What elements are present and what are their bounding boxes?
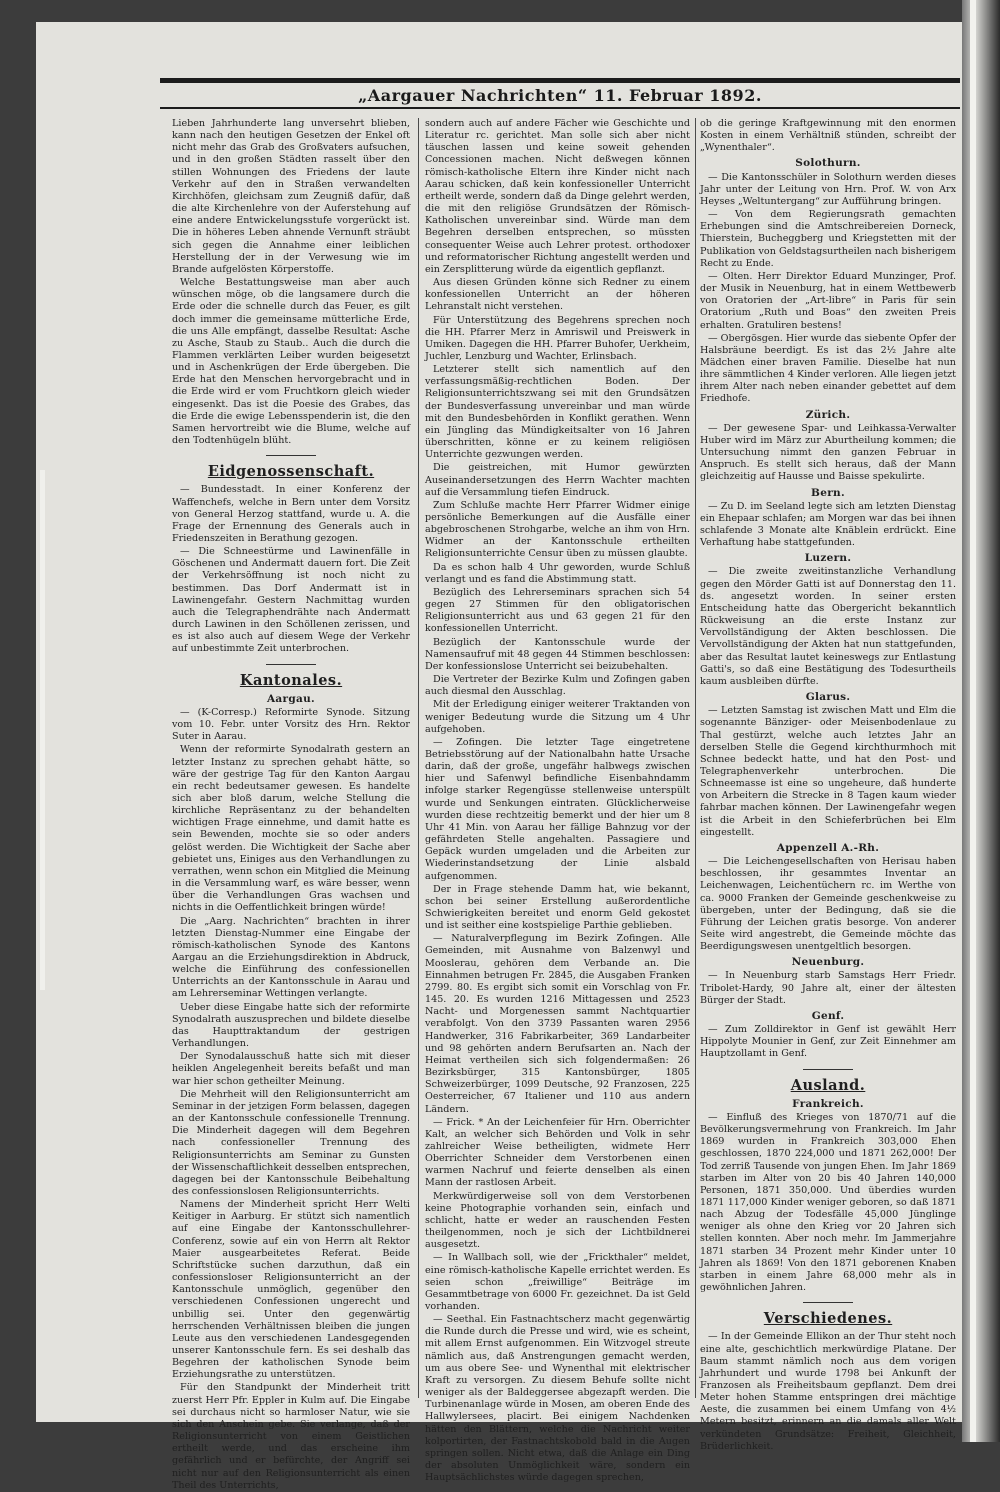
paragraph: — Die Leichengesellschaften von Herisau haben beschlossen, ihr gesammtes Inventar an Leichenwagen, Leichentüchern rc. im Werthe von ca. 9000 Franken der Gemeinde geschenkweise zu übergeben, unter der Bedingung, daß sie die Führung der Leichen gratis besorge. Von anderer Seite wird angestrebt, die Gemeinde möchte das Beerdigungswesen unentgeltlich besorgen. — [700, 856, 956, 953]
paragraph: Mit der Erledigung einiger weiterer Traktanden von weniger Bedeutung wurde die Sitzung um 4 Uhr aufgehoben. — [425, 699, 690, 735]
paragraph: — Zu D. im Seeland legte sich am letzten Dienstag ein Ehepaar schlafen; am Morgen war das bei ihnen schlafende 3 Monate alte Knäblein erdrückt. Eine Verhaftung habe stattgefunden. — [700, 500, 956, 549]
scan-page-edge — [970, 0, 976, 1442]
paragraph: sondern auch auf andere Fächer wie Geschichte und Literatur rc. gerichtet. Man solle sich aber nicht täuschen lassen und keine soweit gehenden Concessionen machen. Nicht deßwegen können römisch-katholische Eltern ihre Kinder nicht nach Aarau schicken, daß kein konfessioneller Unterricht ertheilt werde, sondern daß da Dinge gelehrt werden, die mit den religiöse Grundsätzen der Römisch-Katholischen unvereinbar sind. Würde man dem Begehren derselben entsprechen, so müssten consequenter Weise auch Lehrer protest. orthodoxer und reformatorischer Richtung angestellt werden und ein Zersplitterung würde da eigentlich gepflanzt. — [425, 118, 690, 275]
paragraph: Namens der Minderheit spricht Herr Welti Keitiger in Aarburg. Er stützt sich namentlich auf eine Eingabe der Kantonsschullehrer-Conferenz, sowie auf ein von Herrn alt Rektor Maier ausgearbeitetes Referat. Beide Schriftstücke suchen darzuthun, daß ein confessionsloser Religionsunterricht an der Kantonsschule unmöglich, gegenüber den verschiedenen Confessionen ungerecht und unbillig sei. Unter den gegenwärtig herrschenden Verhältnissen bleiben die jungen Leute aus den verschiedenen Landesgegenden unserer Kantonsschule fern. Es sei deshalb das Begehren der katholischen Synode beim Erziehungsrathe zu unterstützen. — [172, 1199, 410, 1381]
paragraph: Da es schon halb 4 Uhr geworden, wurde Schluß verlangt und es fand die Abstimmung statt. — [425, 561, 690, 585]
paragraph: Der Synodalausschuß hatte sich mit dieser heiklen Angelegenheit bereits befaßt und man war hier schon getheilter Meinung. — [172, 1051, 410, 1087]
section-heading-eidgenossenschaft: Eidgenossenschaft. — [207, 463, 375, 481]
column-divider — [695, 118, 696, 1398]
section-divider — [266, 455, 316, 456]
paragraph: Lieben Jahrhunderte lang unversehrt blieben, kann nach den heutigen Gesetzen der Enkel oft nicht mehr das Grab des Großvaters aufsuchen, und in den großen Städten rasselt über den stillen Wohnungen des Friedens der laute Verkehr auf den in Straßen verwandelten Kirchhöfen, gleichsam zum Zeugniß dafür, daß die alte Kirchenlehre von der Auferstehung auf eine andere Entwickelungsstufe vorgerückt ist. Die in höheres Leben ahnende Vernunft sträubt sich gegen die Annahme einer leiblichen Herstellung der in der Verwesung wie im Brande aufgelösten Körperstoffe. — [172, 118, 410, 275]
paragraph: — In Wallbach soll, wie der „Frickthaler“ meldet, eine römisch-katholische Kapelle errichtet werden. Es seien schon „freiwillige“ Beiträge im Gesammtbetrage von 6000 Fr. gezeichnet. Da ist Geld vorhanden. — [425, 1252, 690, 1312]
paragraph: — Von dem Regierungsrath gemachten Erhebungen sind die Amtschreibereien Dorneck, Thierstein, Bucheggberg und Kriegstetten mit der Publikation von Geldstagsurtheilen nach bisherigem Recht zu Ende. — [700, 209, 956, 269]
paragraph: Zum Schluße machte Herr Pfarrer Widmer einige persönliche Bemerkungen auf die Ausfälle einer abgebroschenen Strohgarbe, welche an ihm von Hrn. Widmer an der Kantonsschule ertheilten Religionsunterrichte Censur üben zu müssen glaubte. — [425, 499, 690, 560]
subheading-luzern: Luzern. — [804, 552, 852, 565]
scan-spine-shadow — [962, 0, 1000, 1442]
paragraph: Wenn der reformirte Synodalrath gestern an letzter Instanz zu sprechen gehabt hätte, so wäre der gestrige Tag für den Kanton Aargau ein recht bedeutsamer gewesen. Es handelte sich aber bloß darum, welche Stellung die kirchliche Repräsentanz zu der behandelten wichtigen Frage einnehme, und damit hatte es sein Bewenden, mochte sie so oder anders gelöst werden. Die Wichtigkeit der Sache aber gebietet uns, Einiges aus den Verhandlungen zu verrathen, wenn schon ein Mitglied die Meinung in die Versammlung warf, es wäre besser, wenn über die Verhandlungen Gras wachsen und nichts in die Oeffentlichkeit bringen würde! — [172, 744, 410, 914]
section-divider — [266, 664, 316, 665]
paragraph: — Bundesstadt. In einer Konferenz der Waffenchefs, welche in Bern unter dem Vorsitz von General Herzog stattfand, wurde u. A. die Frage der Ernennung des Generals auch in Friedenszeiten in Berathung gezogen. — [172, 484, 410, 544]
paragraph: Für Unterstützung des Begehrens sprechen noch die HH. Pfarrer Merz in Amriswil und Preiswerk in Umiken. Dagegen die HH. Pfarrer Buhofer, Uerkheim, Juchler, Lenzburg und Wachter, Erlinsbach. — [425, 314, 690, 362]
column-3 — [700, 118, 957, 1452]
subheading-genf: Genf. — [811, 1009, 845, 1022]
paragraph: — (K-Corresp.) Reformirte Synode. Sitzung vom 10. Febr. unter Vorsitz des Hrn. Rektor Suter in Aarau. — [172, 706, 410, 743]
paragraph: Aus diesen Gründen könne sich Redner zu einem konfessionellen Unterricht an der höheren Lehranstalt nicht verstehen. — [425, 277, 690, 313]
paragraph: — Die Schneestürme und Lawinenfälle in Göschenen und Andermatt dauern fort. Die Zeit der Verkehrsöffnung ist noch nicht zu bestimmen. Das Dorf Andermatt ist in Lawinengefahr. Gestern Nachmittag wurden auch die Telegraphendrähte nach Andermatt durch Lawinen in den Schöllenen zerissen, und es ist also auch auf diesem Wege der Verkehr auf unbestimmte Zeit unterbrochen. — [172, 546, 410, 655]
section-heading-verschiedenes: Verschiedenes. — [763, 1310, 893, 1328]
column-1 — [172, 118, 410, 1491]
subheading-neuenburg: Neuenburg. — [791, 956, 865, 969]
paragraph: — Naturalverpflegung im Bezirk Zofingen. Alle Gemeinden, mit Ausnahme von Balzenwyl und Mooslerau, gehören dem Verbande an. Die Einnahmen betrugen Fr. 2845, die Ausgaben Franken 2799. 80. Es ergibt sich somit ein Vorschlag von Fr. 145. 20. Es wurden 1216 Mittagessen und 2523 Nacht- und Morgenessen sammt Nachtquartier verabfolgt. Von den 3739 Passanten waren 2956 Handwerker, 316 Fabrikarbeiter, 369 Landarbeiter und 98 gehörten andern Berufsarten an. Nach der Heimat vertheilen sich sich folgendermaßen: 26 Bezirksbürger, 315 Kantonsbürger, 1805 Schweizerbürger, 1099 Deutsche, 92 Franzosen, 225 Oesterreicher, 67 Italiener und 110 aus andern Ländern. — [425, 933, 690, 1115]
subheading-bern: Bern. — [811, 486, 845, 499]
section-heading-kantonales: Kantonales. — [239, 671, 343, 689]
paragraph: — Die Kantonsschüler in Solothurn werden dieses Jahr unter der Leitung von Hrn. Prof. W. von Arx Heyses „Weltuntergang“ zur Aufführung bringen. — [700, 171, 956, 207]
paragraph: Die Vertreter der Bezirke Kulm und Zofingen gaben auch diesmal den Ausschlag. — [425, 674, 690, 698]
paragraph: Die „Aarg. Nachrichten“ brachten in ihrer letzten Dienstag-Nummer eine Eingabe der römisch-katholischen Synode des Kantons Aargau an die Erziehungsdirektion in Abdruck, welche die Einführung des confessionellen Unterrichts an der Kantonsschule in Aarau und am Lehrerseminar Wettingen verlangte. — [172, 915, 410, 1000]
paragraph: — Seethal. Ein Fastnachtscherz macht gegenwärtig die Runde durch die Presse und wird, wie es scheint, mit allem Ernst aufgenommen. Ein Witzvogel streute nämlich aus, daß Anstrengungen gemacht werden, um aus obere See- und Wynenthal mit elektrischer Kraft zu versorgen. Zu diesem Behufe sollte nicht weniger als der Baldeggersee abgezapft werden. Die Turbinenanlage würde in Mosen, am oberen Ende des Hallwylersees, placirt. Bei einigem Nachdenken hätten den Blättern, welche die Nachricht weiter kolportirten, der Fastnachtskobold bald in die Augen springen sollen. Nicht etwa, daß die Anlage ein Ding der absoluten Unmöglichkeit wäre, sondern ein Hauptsächlichstes würde dagegen sprechen, — [425, 1314, 690, 1484]
header-rule-bottom — [160, 107, 960, 109]
subheading-solothurn: Solothurn. — [795, 157, 861, 170]
paragraph: — Olten. Herr Direktor Eduard Munzinger, Prof. der Musik in Neuenburg, hat in einem Wettbewerb von Oratorien der „Art-libre“ in Paris für sein Oratorium „Ruth und Boas“ den zweiten Preis erhalten. Gratuliren bestens! — [700, 270, 956, 331]
paragraph: — In Neuenburg starb Samstags Herr Friedr. Tribolet-Hardy, 90 Jahre alt, einer der ältesten Bürger der Stadt. — [700, 970, 956, 1006]
paragraph: Die Mehrheit will den Religionsunterricht am Seminar in der jetzigen Form belassen, dagegen an der Kantonsschule confessionelle Trennung. Die Minderheit dagegen will dem Begehren nach confessioneller Trennung des Religionsunterrichts am Seminar zu Gunsten der Wissenschaftlichkeit desselben entsprechen, dagegen bei der Kantonsschule Beibehaltung des confessionslosen Religionsunterrichts. — [172, 1088, 410, 1197]
paragraph: Merkwürdigerweise soll von dem Verstorbenen keine Photographie vorhanden sein, einfach und schlicht, hatte er weder an rauschenden Festen theilgenommen, noch je sich der Lichtbildnerei ausgesetzt. — [425, 1190, 690, 1251]
scan-margin-highlight — [40, 470, 45, 990]
header-rule-top — [160, 78, 960, 83]
paragraph: Bezüglich des Lehrerseminars sprachen sich 54 gegen 27 Stimmen für den obligatorischen Religionsunterricht aus und 63 gegen 21 für den konfessionellen Unterricht. — [425, 586, 690, 635]
paragraph: — In der Gemeinde Ellikon an der Thur steht noch eine alte, geschichtlich merkwürdige Platane. Der Baum stammt nämlich noch aus dem vorigen Jahrhundert und wurde 1798 bei Ankunft der Franzosen als Freiheitsbaum gepflanzt. Dem drei Meter hohen Stamme entspringen drei mächtige Aeste, die zusammen bei einem Umfang von 4½ Metern besitzt, erinnern an die damals aller Welt verkündeten Grundsätze: Freiheit, Gleichheit, Brüderlichkeit. — [700, 1331, 956, 1452]
paragraph: Die geistreichen, mit Humor gewürzten Auseinandersetzungen des Herrn Wachter machten auf die Versammlung tiefen Eindruck. — [425, 462, 690, 498]
paragraph: Für den Standpunkt der Minderheit tritt zuerst Herr Pfr. Eppler in Kulm auf. Die Eingabe sei durchaus nicht so harmloser Natur, wie sie sich den Anschein gebe. Sie verlange, daß der Religionsunterricht von einem Geistlichen ertheilt werde, und das erscheine ihm gefährlich und er befürchte, der Angriff sei nicht nur auf den Religionsunterricht als einen Theil des Unterrichts, — [172, 1382, 410, 1491]
section-heading-ausland: Ausland. — [790, 1076, 866, 1094]
column-2 — [425, 118, 690, 1484]
paragraph: Letzterer stellt sich namentlich auf den verfassungsmäßig-rechtlichen Boden. Der Religionsunterrichtszwang sei mit den Grundsätzen der Bundesverfassung unvereinbar und man würde mit den Bundesbehörden in Konflikt gerathen. Wenn ein Jüngling das Mündigkeitsalter von 16 Jahren überschritten, könne er zu keinem religiösen Unterrichte gezwungen werden. — [425, 364, 690, 461]
paragraph: — Zofingen. Die letzter Tage eingetretene Betriebsstörung auf der Nationalbahn hatte Ursache darin, daß der große, ungefähr halbwegs zwischen hier und Safenwyl befindliche Eisenbahndamm infolge starker Regengüsse stellenweise unterspült wurde und Senkungen eintraten. Glücklicherweise wurden diese rechtzeitig bemerkt und der hier um 8 Uhr 41 Min. von Aarau her fällige Bahnzug vor der gefährdeten Stelle angehalten. Passagiere und Gepäck wurden umgeladen und die Arbeiten zur Wiederinstandsetzung der Linie alsbald aufgenommen. — [425, 736, 690, 882]
subheading-aargau: Aargau. — [266, 692, 316, 705]
paragraph: Der in Frage stehende Damm hat, wie bekannt, schon bei seiner Erstellung außerordentliche Schwierigkeiten bereitet und enorm Geld gekostet und ist seither eine kostspielige Parthie geblieben. — [425, 883, 690, 932]
paragraph: — Die zweite zweitinstanzliche Verhandlung gegen den Mörder Gatti ist auf Donnerstag den 11. ds. angesetzt worden. In seiner ersten Entscheidung hatte das Obergericht bekanntlich Rückweisung an die erste Instanz zur Vervollständigung der Akten beschlossen. Die Vervollständigung der Akten hat nun stattgefunden, aber das Resultat lautet keineswegs zur Entlastung Gatti's, so daß eine Bestätigung des Todesurtheils kaum ausbleiben dürfte. — [700, 566, 956, 687]
subheading-appenzell: Appenzell A.-Rh. — [776, 841, 880, 854]
paragraph: Welche Bestattungsweise man aber auch wünschen möge, ob die langsamere durch die Erde oder die schnelle durch das Feuer, es gilt doch immer die gemeinsame mütterliche Erde, die uns Alle empfängt, dasselbe Resultat: Asche zu Asche, Staub zu Staub.. Auch die durch die Flammen verklärten Leiber wurden beigesetzt und in Aschenkrügen der Erde übergeben. Die Erde hat den Menschen hervorgebracht und in die Erde wird er vom Fruchtkorn gleich wieder eingesenkt. Das ist die Poesie des Grabes, das die Erde die ewige Lebensspenderin ist, die den Samen hervortreibt wie die Blume, welche auf den Todtenhügeln blüht. — [172, 277, 410, 447]
paragraph: — Einfluß des Krieges von 1870/71 auf die Bevölkerungsvermehrung von Frankreich. Im Jahr 1869 wurden in Frankreich 303,000 Ehen geschlossen, 1870 224,000 und 1871 262,000! Der Tod zerriß Tausende von jungen Ehen. Im Jahr 1869 starben im Alter von 20 bis 40 Jahren 140,000 Personen, 1871 350,000. Und überdies wurden 1871 117,000 Kinder weniger geboren, so daß 1871 nach Abzug der Todesfälle 45,000 Jünglinge weniger als ohne den Krieg vor 20 Jahren sich stellen konnten. Aber noch mehr. Im Jammerjahre 1871 starben 34 Prozent mehr Kinder unter 10 Jahren als 1869! Von den 1871 geborenen Knaben starben in einem Jahre 68,000 mehr als in gewöhnlichen Jahren. — [700, 1111, 956, 1294]
paragraph: ob die geringe Kraftgewinnung mit den enormen Kosten in einem Verhältniß stünden, schreibt der „Wynenthaler“. — [700, 118, 956, 154]
paragraph: — Zum Zolldirektor in Genf ist gewählt Herr Hippolyte Mounier in Genf, zur Zeit Einnehmer am Hauptzollamt in Genf. — [700, 1024, 956, 1060]
paragraph: — Frick. * An der Leichenfeier für Hrn. Oberrichter Kalt, an welcher sich Behörden und Volk in sehr zahlreicher Weise betheiligten, widmete Herr Oberrichter Schneider dem Verstorbenen einen warmen Nachruf und feierte denselben als einen Mann der rastlosen Arbeit. — [425, 1116, 690, 1189]
page-header: „Aargauer Nachrichten“ 11. Februar 1892. — [358, 86, 762, 105]
paragraph: Bezüglich der Kantonsschule wurde der Namensaufruf mit 48 gegen 44 Stimmen beschlossen: Der konfessionslose Unterricht sei beizubehalten. — [425, 636, 690, 672]
paragraph: — Obergösgen. Hier wurde das siebente Opfer der Halsbräune beerdigt. Es ist das 2½ Jahre alte Mädchen einer braven Familie. Dieselbe hat nun ihre sämmtlichen 4 Kinder verloren. Alle liegen jetzt ihrem Alter nach neben einander gebettet auf dem Friedhofe. — [700, 332, 957, 405]
paragraph: Ueber diese Eingabe hatte sich der reformirte Synodalrath auszusprechen und bildete dieselbe das Haupttraktandum der gestrigen Verhandlungen. — [172, 1001, 410, 1050]
subheading-frankreich: Frankreich. — [792, 1097, 864, 1110]
section-divider — [803, 1069, 853, 1070]
paragraph: — Letzten Samstag ist zwischen Matt und Elm die sogenannte Bänziger- oder Meisenbodenlaue zu Thal gestürzt, welche auch letztes Jahr an derselben Stelle die Gegend kirchthurmhoch mit Schnee bedeckt hatte, und hat den Post- und Telegraphenverkehr unterbrochen. Die Schneemasse ist eine so ungeheure, daß hunderte von Arbeitern die Strecke in 8 Tagen kaum wieder fahrbar machen können. Der Lawinengefahr wegen ist die Arbeit in den Schieferbrüchen bei Elm eingestellt. — [700, 705, 956, 838]
section-divider — [803, 1302, 853, 1303]
subheading-zuerich: Zürich. — [805, 408, 851, 421]
subheading-glarus: Glarus. — [805, 691, 851, 704]
column-divider — [418, 118, 419, 1398]
paragraph: — Der gewesene Spar- und Leihkassa-Verwalter Huber wird im März zur Aburtheilung kommen; die Untersuchung nimmt den ganzen Februar in Anspruch. Es stellt sich heraus, daß der Mann gleichzeitig auf Hausse und Baisse spekulirte. — [700, 422, 956, 483]
